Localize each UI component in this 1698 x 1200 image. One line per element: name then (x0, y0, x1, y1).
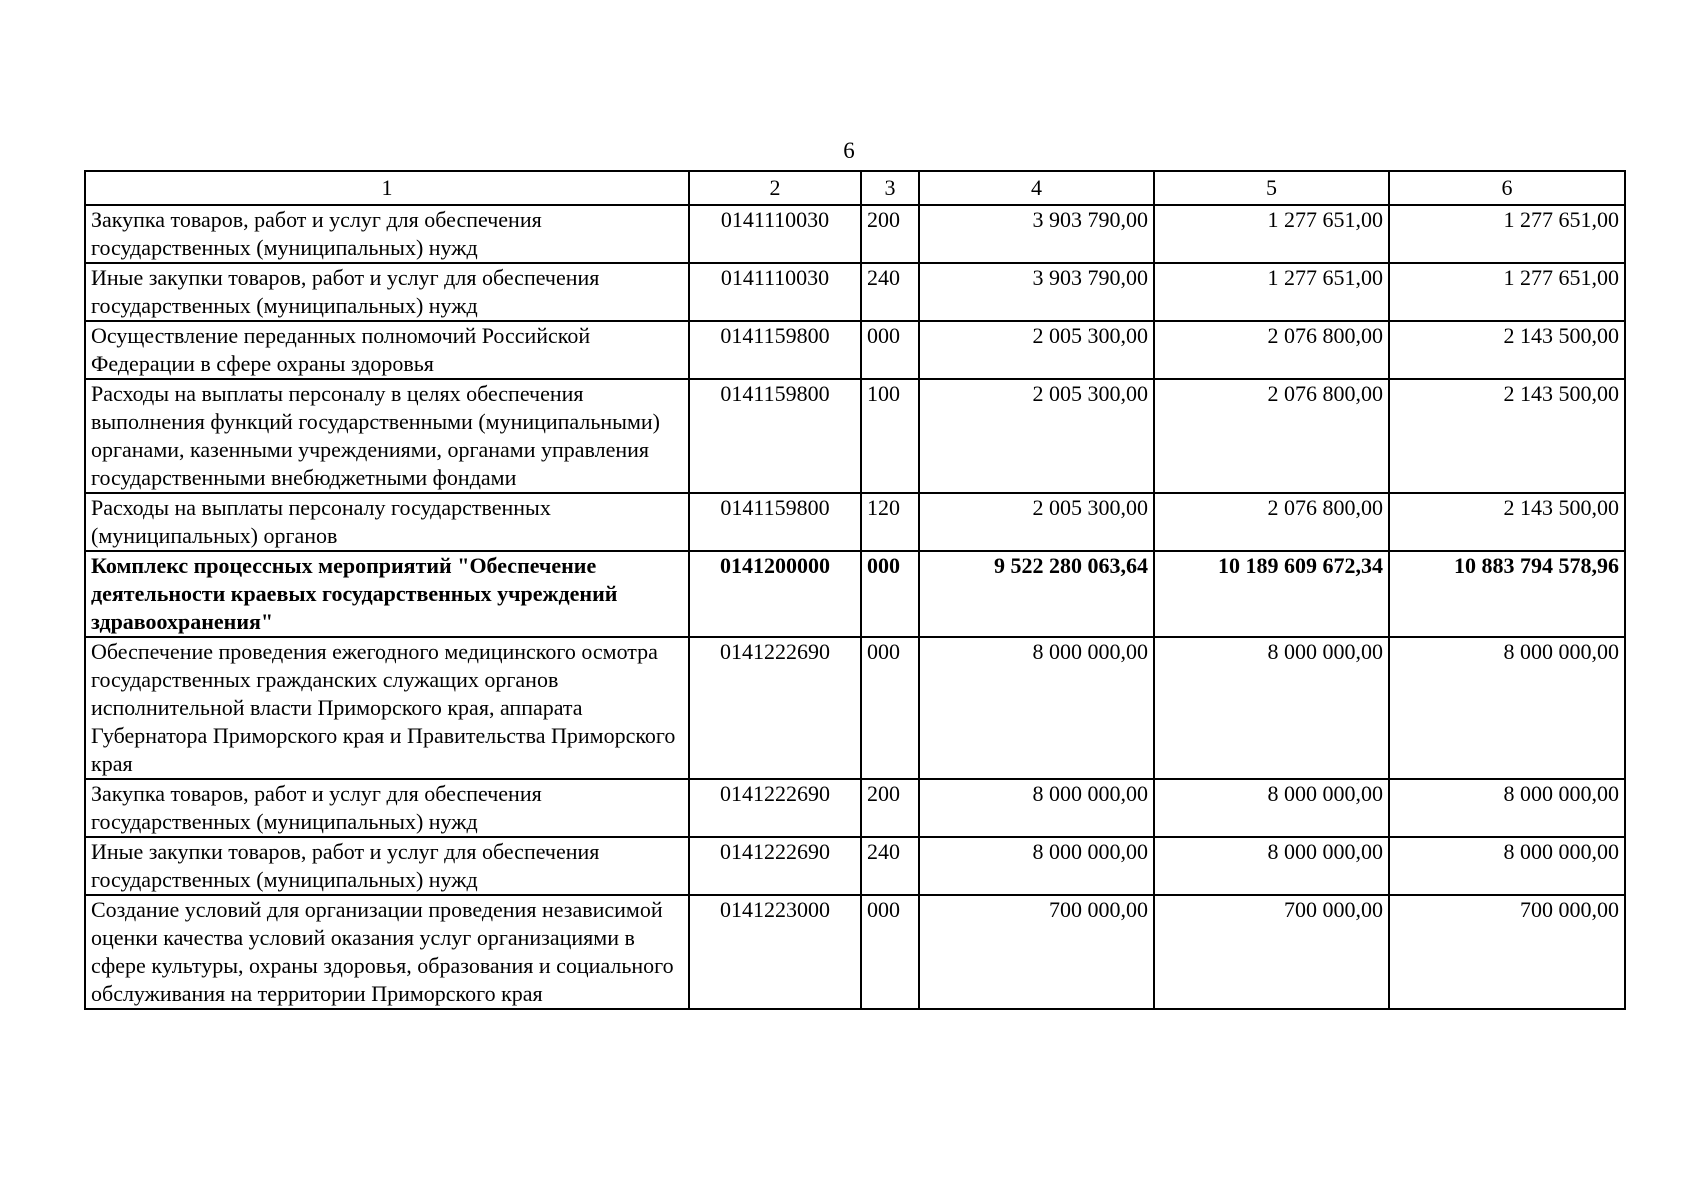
row-name: Закупка товаров, работ и услуг для обеспечения государственных (муниципальных) нужд (85, 205, 689, 263)
row-amount-4: 3 903 790,00 (919, 263, 1154, 321)
row-amount-5: 2 076 800,00 (1154, 493, 1389, 551)
row-code: 0141223000 (689, 895, 861, 1009)
row-amount-6: 8 000 000,00 (1389, 837, 1625, 895)
row-amount-5: 1 277 651,00 (1154, 263, 1389, 321)
row-expense-type: 240 (861, 263, 919, 321)
row-code: 0141110030 (689, 205, 861, 263)
budget-table (84, 170, 1626, 1010)
row-amount-6: 2 143 500,00 (1389, 321, 1625, 379)
row-amount-6: 2 143 500,00 (1389, 379, 1625, 493)
row-amount-5: 1 277 651,00 (1154, 205, 1389, 263)
row-code: 0141222690 (689, 779, 861, 837)
row-name: Иные закупки товаров, работ и услуг для обеспечения государственных (муниципальных) нужд (85, 263, 689, 321)
row-expense-type: 200 (861, 779, 919, 837)
table-row (85, 205, 1625, 263)
row-amount-6: 2 143 500,00 (1389, 493, 1625, 551)
row-amount-6: 1 277 651,00 (1389, 263, 1625, 321)
row-amount-5: 700 000,00 (1154, 895, 1389, 1009)
table-row (85, 493, 1625, 551)
row-amount-6: 8 000 000,00 (1389, 779, 1625, 837)
row-amount-5: 8 000 000,00 (1154, 779, 1389, 837)
table-row (85, 779, 1625, 837)
table-row (85, 263, 1625, 321)
row-code: 0141159800 (689, 493, 861, 551)
row-name: Комплекс процессных мероприятий "Обеспечение деятельности краевых государственных учреждений здравоохранения" (85, 551, 689, 637)
row-expense-type: 000 (861, 551, 919, 637)
row-amount-6: 1 277 651,00 (1389, 205, 1625, 263)
row-name: Иные закупки товаров, работ и услуг для обеспечения государственных (муниципальных) нужд (85, 837, 689, 895)
row-amount-4: 8 000 000,00 (919, 837, 1154, 895)
row-code: 0141159800 (689, 321, 861, 379)
row-amount-5: 10 189 609 672,34 (1154, 551, 1389, 637)
table-row-subtotal (85, 551, 1625, 637)
row-amount-4: 8 000 000,00 (919, 779, 1154, 837)
row-amount-5: 8 000 000,00 (1154, 637, 1389, 779)
row-code: 0141222690 (689, 837, 861, 895)
row-amount-4: 8 000 000,00 (919, 637, 1154, 779)
row-amount-5: 2 076 800,00 (1154, 321, 1389, 379)
row-amount-4: 2 005 300,00 (919, 493, 1154, 551)
page-number: 6 (843, 138, 855, 163)
row-amount-4: 2 005 300,00 (919, 379, 1154, 493)
table-row (85, 637, 1625, 779)
row-name: Создание условий для организации проведения независимой оценки качества условий оказания услуг организациями в сфере культуры, охраны здоровья, образования и социального обслуживания на территории Приморского края (85, 895, 689, 1009)
row-name: Осуществление переданных полномочий Российской Федерации в сфере охраны здоровья (85, 321, 689, 379)
row-amount-6: 700 000,00 (1389, 895, 1625, 1009)
column-header-4: 4 (919, 171, 1154, 205)
row-expense-type: 000 (861, 895, 919, 1009)
row-code: 0141159800 (689, 379, 861, 493)
row-expense-type: 100 (861, 379, 919, 493)
row-name: Обеспечение проведения ежегодного медицинского осмотра государственных гражданских служащих органов исполнительной власти Приморского края, аппарата Губернатора Приморского края и Правительства Приморского края (85, 637, 689, 779)
row-amount-6: 8 000 000,00 (1389, 637, 1625, 779)
row-code: 0141200000 (689, 551, 861, 637)
column-header-2: 2 (689, 171, 861, 205)
column-header-1: 1 (85, 171, 689, 205)
row-expense-type: 120 (861, 493, 919, 551)
row-amount-5: 8 000 000,00 (1154, 837, 1389, 895)
row-amount-4: 700 000,00 (919, 895, 1154, 1009)
table-row (85, 379, 1625, 493)
row-name: Закупка товаров, работ и услуг для обеспечения государственных (муниципальных) нужд (85, 779, 689, 837)
row-expense-type: 240 (861, 837, 919, 895)
row-amount-5: 2 076 800,00 (1154, 379, 1389, 493)
row-name: Расходы на выплаты персоналу государственных (муниципальных) органов (85, 493, 689, 551)
table-row (85, 895, 1625, 1009)
row-expense-type: 200 (861, 205, 919, 263)
table-header-row (85, 171, 1625, 205)
row-expense-type: 000 (861, 321, 919, 379)
column-header-6: 6 (1389, 171, 1625, 205)
row-amount-4: 9 522 280 063,64 (919, 551, 1154, 637)
row-code: 0141110030 (689, 263, 861, 321)
column-header-5: 5 (1154, 171, 1389, 205)
row-expense-type: 000 (861, 637, 919, 779)
row-amount-6: 10 883 794 578,96 (1389, 551, 1625, 637)
row-amount-4: 2 005 300,00 (919, 321, 1154, 379)
table-row (85, 837, 1625, 895)
table-row (85, 321, 1625, 379)
column-header-3: 3 (861, 171, 919, 205)
row-amount-4: 3 903 790,00 (919, 205, 1154, 263)
row-name: Расходы на выплаты персоналу в целях обеспечения выполнения функций государственными (муниципальными) органами, казенными учреждениями, органами управления государственными внебюджетными фондами (85, 379, 689, 493)
row-code: 0141222690 (689, 637, 861, 779)
